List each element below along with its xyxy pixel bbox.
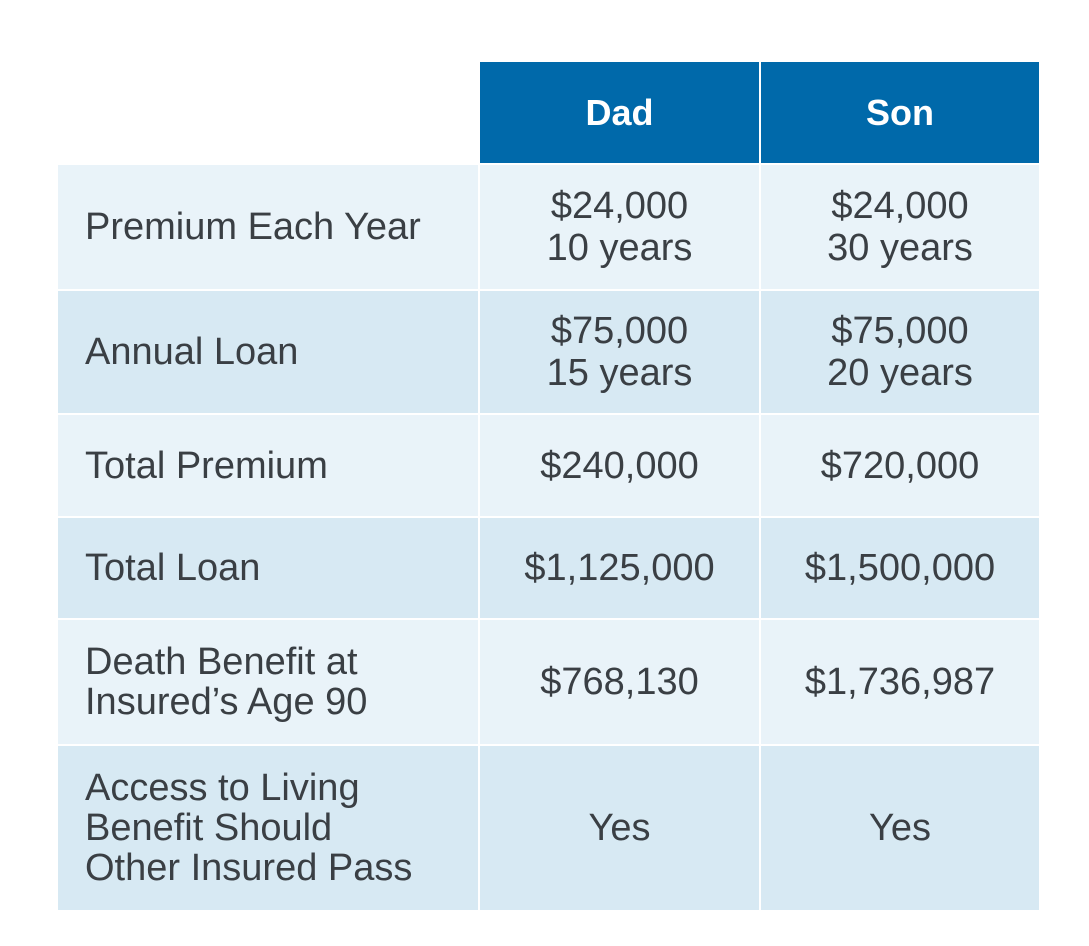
row-label-line: Access to Living: [85, 767, 360, 809]
dad-value-cell: [478, 620, 759, 744]
header-empty-cell: [58, 62, 478, 163]
son-amount: $1,500,000: [804, 547, 996, 589]
table-row-total-loan: [58, 518, 1039, 620]
table-row-death-benefit: [58, 620, 1039, 746]
row-label: [58, 518, 478, 618]
son-amount: $720,000: [820, 444, 980, 487]
son-value-cell: [759, 165, 1039, 289]
comparison-table: [58, 62, 1039, 912]
dad-amount: $768,130: [540, 661, 699, 703]
row-label: [58, 620, 478, 744]
column-header-son: Son: [759, 62, 1039, 163]
table-row-total-premium: [58, 415, 1039, 518]
table-row-living-benefit: [58, 746, 1039, 912]
son-value-cell: [759, 415, 1039, 516]
row-label: [58, 415, 478, 516]
son-value-cell: [759, 746, 1039, 910]
son-value-cell: [759, 620, 1039, 744]
son-duration: 30 years: [827, 227, 973, 269]
dad-value-cell: [478, 291, 759, 413]
dad-value-cell: [478, 518, 759, 618]
son-amount: $24,000: [831, 185, 969, 227]
dad-amount: $240,000: [540, 444, 699, 487]
dad-value-cell: [478, 746, 759, 910]
table-row-annual-loan: [58, 291, 1039, 415]
row-label-line: Benefit Should: [85, 807, 333, 849]
dad-value-cell: [478, 415, 759, 516]
dad-amount: $1,125,000: [524, 547, 715, 589]
son-answer: Yes: [869, 807, 931, 849]
column-header-dad: Dad: [478, 62, 759, 163]
dad-value-cell: [478, 165, 759, 289]
row-label: [58, 291, 478, 413]
row-label-line: Death Benefit at: [85, 641, 358, 683]
row-label-line: Other Insured Pass: [85, 847, 413, 889]
row-label-text: Total Loan: [85, 547, 261, 589]
row-label: [58, 165, 478, 289]
dad-duration: 10 years: [546, 227, 693, 269]
table-header-row: [58, 62, 1039, 165]
dad-answer: Yes: [588, 807, 651, 849]
table-row-premium-each-year: [58, 165, 1039, 291]
row-label-text: Total Premium: [85, 444, 328, 487]
row-label-text: Annual Loan: [85, 331, 299, 373]
son-duration: 20 years: [827, 352, 973, 394]
dad-amount: $24,000: [550, 185, 689, 227]
row-label: [58, 746, 478, 910]
son-amount: $75,000: [831, 310, 969, 352]
row-label-text: Premium Each Year: [85, 206, 421, 248]
son-amount: $1,736,987: [804, 661, 996, 703]
row-label-line: Insured’s Age 90: [85, 681, 368, 723]
dad-amount: $75,000: [550, 310, 689, 352]
son-value-cell: [759, 291, 1039, 413]
son-value-cell: [759, 518, 1039, 618]
dad-duration: 15 years: [546, 352, 693, 394]
